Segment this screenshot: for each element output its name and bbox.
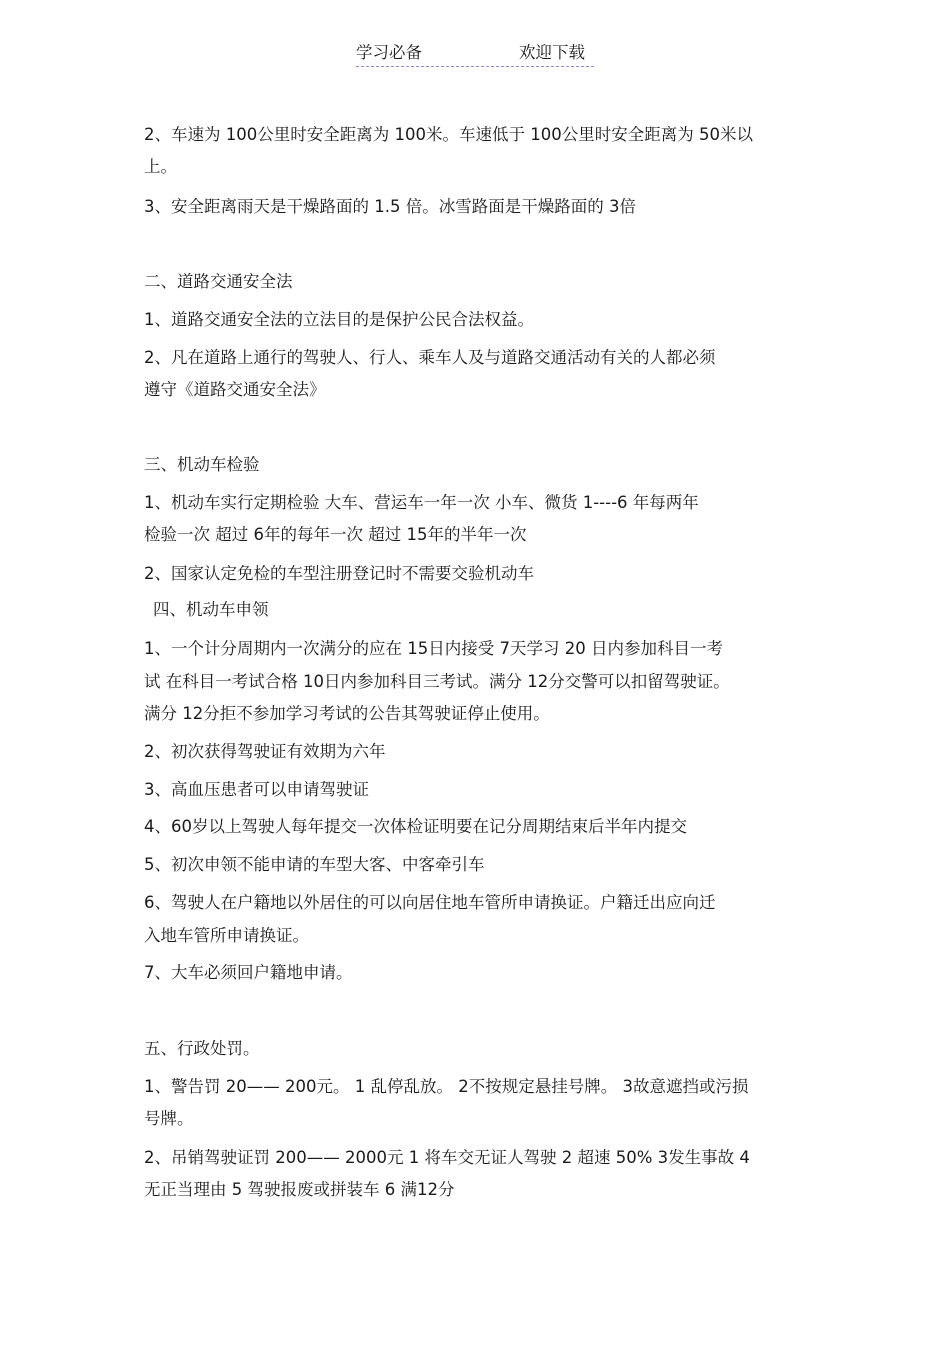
text-line: 3、安全距离雨天是干燥路面的 1.5 倍。冰雪路面是干燥路面的 3倍 xyxy=(144,197,636,216)
text-line: 2、吊销驾驶证罚 200—— 2000元 1 将车交无证人驾驶 2 超速 50% 3发生事故 4 xyxy=(144,1148,750,1167)
text-line: 2、凡在道路上通行的驾驶人、行人、乘车人及与道路交通活动有关的人都必须 xyxy=(144,348,716,367)
text-line: 1、机动车实行定期检验 大车、营运车一年一次 小车、微货 1----6 年每两年 xyxy=(144,493,699,512)
section-heading: 三、机动车检验 xyxy=(144,455,260,474)
text-line: 号牌。 xyxy=(144,1109,194,1128)
text-line: 3、高血压患者可以申请驾驶证 xyxy=(144,780,369,799)
text-line: 2、车速为 100公里时安全距离为 100米。车速低于 100公里时安全距离为 50米以 xyxy=(144,125,753,144)
text-line: 5、初次申领不能申请的车型大客、中客牵引车 xyxy=(144,855,485,874)
text-line: 入地车管所申请换证。 xyxy=(144,926,309,945)
text-line: 1、警告罚 20—— 200元。 1 乱停乱放。 2不按规定悬挂号牌。 3故意遮挡或污损 xyxy=(144,1077,749,1096)
text-line: 2、初次获得驾驶证有效期为六年 xyxy=(144,742,386,761)
text-line: 检验一次 超过 6年的每年一次 超过 15年的半年一次 xyxy=(144,525,527,544)
page-header xyxy=(356,40,594,67)
text-line: 遵守《道路交通安全法》 xyxy=(144,380,326,399)
header-left-text: 学习必备 xyxy=(356,43,422,62)
section-heading: 二、道路交通安全法 xyxy=(144,272,293,291)
text-line: 满分 12分拒不参加学习考试的公告其驾驶证停止使用。 xyxy=(144,704,550,723)
text-line: 无正当理由 5 驾驶报废或拼装车 6 满12分 xyxy=(144,1180,455,1199)
section-heading: 五、行政处罚。 xyxy=(144,1039,260,1058)
header-right-text: 欢迎下载 xyxy=(519,43,585,62)
text-line: 上。 xyxy=(144,157,177,176)
text-line: 1、一个计分周期内一次满分的应在 15日内接受 7天学习 20 日内参加科目一考 xyxy=(144,639,723,658)
section-heading: 四、机动车申领 xyxy=(153,600,269,619)
text-line: 4、60岁以上驾驶人每年提交一次体检证明要在记分周期结束后半年内提交 xyxy=(144,817,687,836)
text-line: 1、道路交通安全法的立法目的是保护公民合法权益。 xyxy=(144,310,534,329)
text-line: 6、驾驶人在户籍地以外居住的可以向居住地车管所申请换证。户籍迁出应向迁 xyxy=(144,893,716,912)
text-line: 2、国家认定免检的车型注册登记时不需要交验机动车 xyxy=(144,564,534,583)
text-line: 7、大车必须回户籍地申请。 xyxy=(144,963,353,982)
text-line: 试 在科目一考试合格 10日内参加科目三考试。满分 12分交警可以扣留驾驶证。 xyxy=(144,672,730,691)
